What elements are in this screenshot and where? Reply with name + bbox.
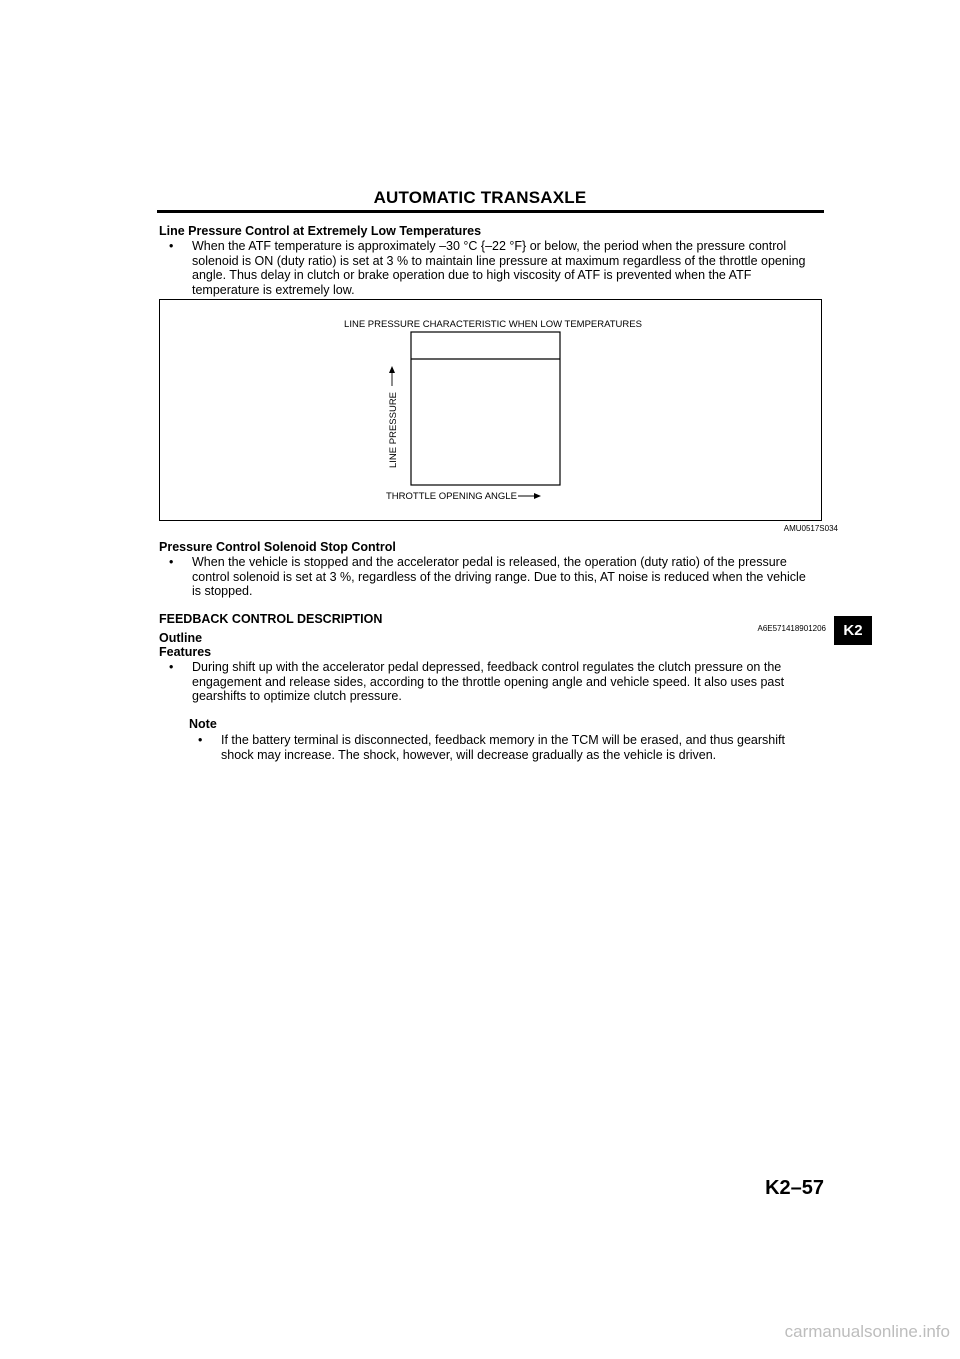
- bullet-text-line: engagement and release sides, according to the throttle opening angle and vehicle speed. It also uses past: [192, 674, 785, 689]
- bullet-note: [198, 733, 828, 765]
- bullet-text-line: temperature is extremely low.: [192, 282, 355, 297]
- header-rule: [157, 210, 824, 213]
- bullet-text-line: During shift up with the accelerator pedal depressed, feedback control regulates the clutch pressure on the: [192, 660, 782, 674]
- bullet-dot: •: [198, 733, 203, 747]
- x-axis-arrow-head: [534, 493, 541, 499]
- x-axis-label: THROTTLE OPENING ANGLE: [386, 491, 517, 502]
- bullet-low-temp: [169, 239, 829, 299]
- note-label: Note: [189, 717, 217, 731]
- page-header-title: AUTOMATIC TRANSAXLE: [373, 188, 587, 207]
- bullet-text-line: is stopped.: [192, 584, 253, 599]
- bullet-text-line: angle. Thus delay in clutch or brake operation due to high viscosity of ATF is prevented when the ATF: [192, 268, 752, 283]
- page-number: K2–57: [765, 1177, 824, 1199]
- section-heading-feedback: FEEDBACK CONTROL DESCRIPTION: [159, 612, 383, 626]
- figure-frame: [159, 299, 822, 521]
- subheading-features: Features: [159, 645, 212, 659]
- subheading-outline: Outline: [159, 631, 203, 645]
- bullet-text-line: If the battery terminal is disconnected, feedback memory in the TCM will be erased, and thus gearshift: [221, 733, 785, 747]
- bullet-text-line: solenoid is ON (duty ratio) is set at 3 % to maintain line pressure at maximum regardless of the throttle opening: [192, 253, 806, 268]
- bullet-dot: •: [169, 555, 174, 569]
- y-axis-arrow-head: [389, 366, 395, 373]
- chapter-tab: K2: [834, 616, 872, 645]
- bullet-text-line: When the vehicle is stopped and the accelerator pedal is released, the operation (duty ratio) of the pressure: [192, 555, 787, 569]
- bullet-text-line: When the ATF temperature is approximately –30 °C {–22 °F} or below, the period when the pressure control: [192, 239, 787, 253]
- section-heading-low-temp: Line Pressure Control at Extremely Low Temperatures: [159, 224, 482, 238]
- bullet-dot: •: [169, 239, 174, 253]
- bullet-feedback: [169, 660, 829, 706]
- bullet-text-line: control solenoid is set at 3 %, regardless of the driving range. Due to this, AT noise is reduced when the vehicle: [192, 569, 806, 584]
- y-axis-label: LINE PRESSURE: [388, 391, 399, 468]
- section-heading-stop-control: Pressure Control Solenoid Stop Control: [159, 540, 396, 554]
- footer-watermark: carmanualsonline.info: [784, 1322, 950, 1341]
- plot-area: [411, 332, 560, 485]
- bullet-text-line: gearshifts to optimize clutch pressure.: [192, 689, 402, 704]
- figure-title: LINE PRESSURE CHARACTERISTIC WHEN LOW TEMPERATURES: [344, 319, 642, 330]
- bullet-stop-control: [169, 555, 829, 601]
- figure-id: AMU0517S034: [783, 524, 838, 533]
- line-pressure-diagram: [160, 300, 821, 520]
- section-id: A6E571418901206: [757, 624, 826, 633]
- bullet-text-line: shock may increase. The shock, however, will decrease gradually as the vehicle is driven.: [221, 747, 717, 762]
- bullet-dot: •: [169, 660, 174, 674]
